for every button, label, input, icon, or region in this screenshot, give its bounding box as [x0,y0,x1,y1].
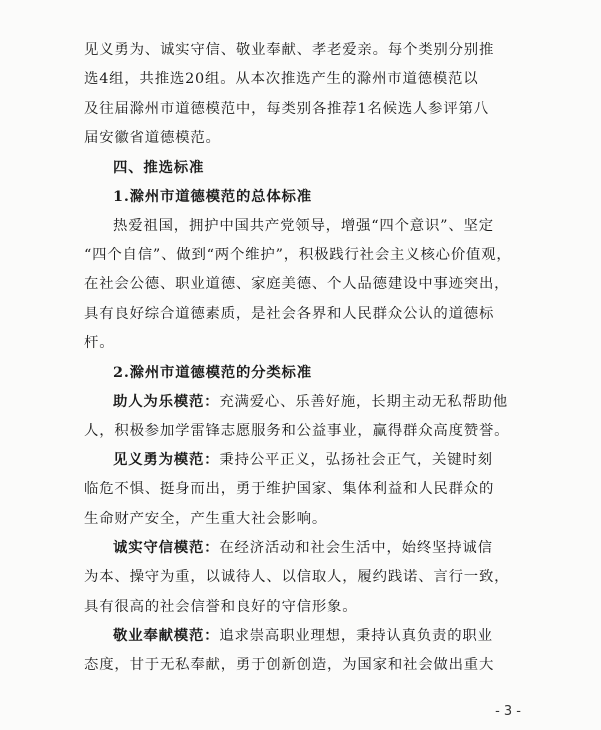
text-line [84,534,518,563]
line-text: 具有良好综合道德素质，是社会各界和人民群众公认的道德标 [84,305,495,322]
text-line [84,651,518,680]
text-line [84,270,518,299]
line-text: 四、推选标准 [113,159,205,177]
text-line [84,563,518,592]
text-line [84,329,518,358]
category-title: 助人为乐模范： [113,393,220,410]
line-text: 热爱祖国，拥护中国共产党领导，增强“四个意识”、坚定 [113,217,494,234]
line-text: 及往届滁州市道德模范中，每类别各推荐1名候选人参评第八 [84,100,489,117]
line-text: 在经济活动和社会生活中，始终坚持诚信 [219,540,493,557]
text-line [84,417,518,446]
line-text: 在社会公德、职业道德、家庭美德、个人品德建设中事迹突出， [84,276,510,293]
text-line [84,593,518,622]
text-line [84,622,518,651]
text-line [84,475,518,504]
line-text: 生命财产安全，产生重大社会影响。 [84,510,328,527]
category-title: 诚实守信模范： [113,540,220,557]
line-text: 临危不惧、挺身而出，勇于维护国家、集体利益和人民群众的 [84,481,495,498]
line-text: 具有很高的社会信誉和良好的守信形象。 [84,598,358,615]
category-title: 见义勇为模范： [113,452,220,469]
document-body [84,36,518,681]
text-line [84,65,518,94]
line-text: 杆。 [84,334,115,351]
text-line [84,241,518,270]
text-line [84,212,518,241]
line-text: 追求崇高职业理想，秉持认真负责的职业 [219,627,493,644]
line-text: 届安徽省道德模范。 [84,129,221,146]
line-text: 见义勇为、诚实守信、敬业奉献、孝老爱亲。每个类别分别推 [84,42,495,58]
line-text: 充满爱心、乐善好施，长期主动无私帮助他 [219,393,508,410]
line-text: 秉持公平正义，弘扬社会正气，关键时刻 [219,452,493,469]
line-text: 为本、操守为重，以诚待人、以信取人，履约践诺、言行一致， [84,569,510,586]
section-heading [84,153,518,182]
line-text: 选4组，共推选20组。从本次推选产生的滁州市道德模范以 [84,71,479,88]
subsection-heading [84,182,518,211]
text-line [84,505,518,534]
line-text: “四个自信”、做到“两个维护”，积极践行社会主义核心价值观， [84,247,512,264]
text-line [84,124,518,153]
category-title: 敬业奉献模范： [113,627,220,644]
page-number: - 3 - [495,704,521,719]
text-line [84,300,518,329]
text-line [84,36,518,65]
subsection-heading [84,358,518,387]
line-text: 1.滁州市道德模范的总体标准 [113,188,312,206]
text-line [84,388,518,417]
line-text: 2.滁州市道德模范的分类标准 [113,364,312,382]
text-line [84,446,518,475]
line-text: 人，积极参加学雷锋志愿服务和公益事业，赢得群众高度赞誉。 [84,422,510,439]
line-text: 态度，甘于无私奉献，勇于创新创造，为国家和社会做出重大 [84,657,495,674]
text-line [84,95,518,124]
